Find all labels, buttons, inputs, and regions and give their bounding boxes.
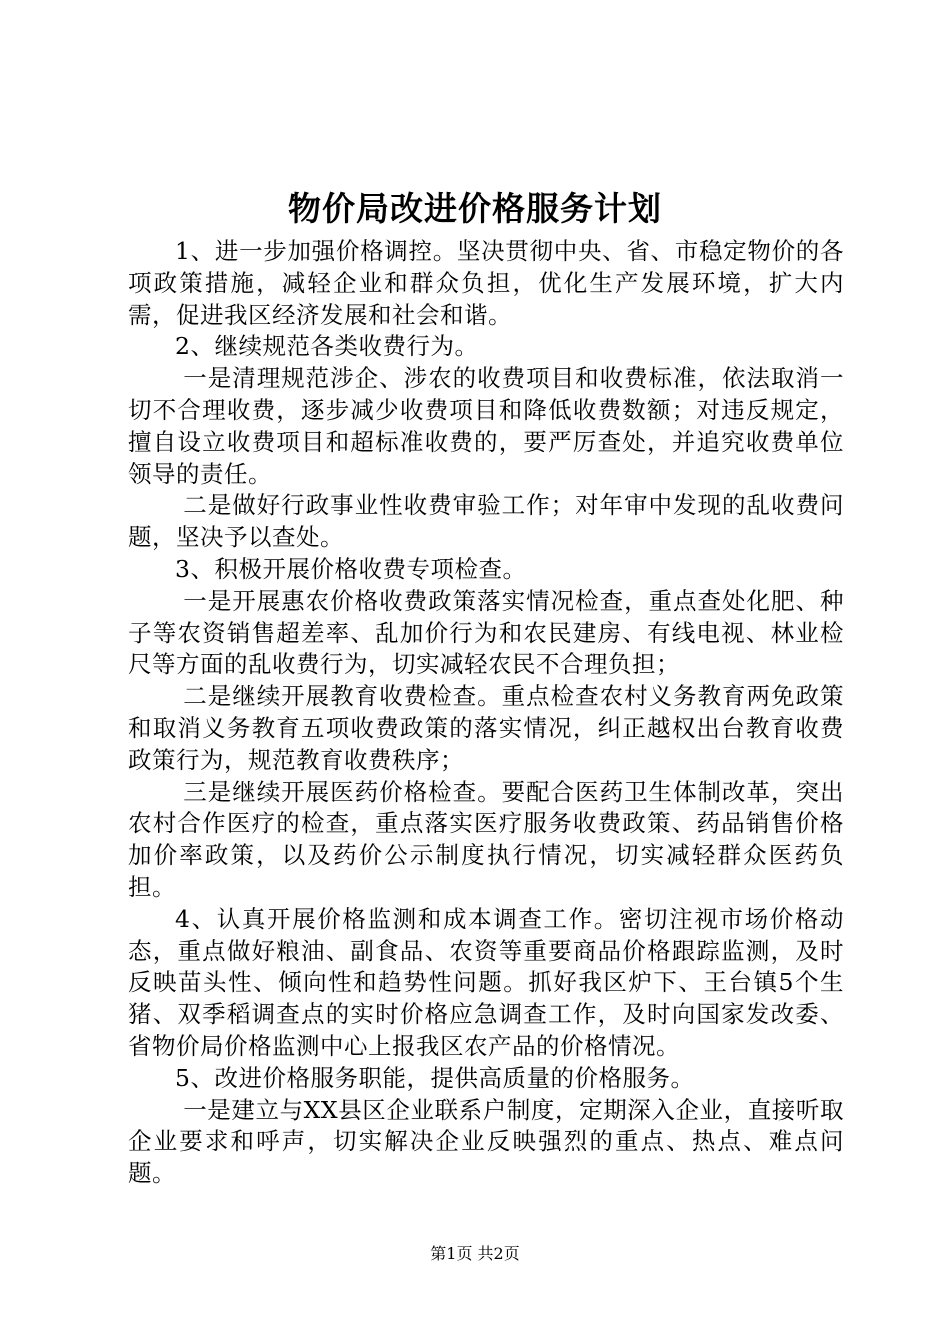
paragraph-6: 一是开展惠农价格收费政策落实情况检查，重点查处化肥、种子等农资销售超差率、乱加价行为和农民建房、有线电视、林业检尺等方面的乱收费行为，切实减轻农民不合理负担； [128, 586, 844, 679]
document-title: 物价局改进价格服务计划 [288, 189, 662, 228]
paragraph-10: 5、改进价格服务职能，提供高质量的价格服务。 [175, 1063, 695, 1092]
document-body [128, 236, 844, 1190]
paragraph-4: 二是做好行政事业性收费审验工作；对年审中发现的乱收费问题，坚决予以查处。 [128, 491, 844, 552]
paragraph-11: 一是建立与XX县区企业联系户制度，定期深入企业，直接听取企业要求和呼声，切实解决企业反映强烈的重点、热点、难点问题。 [128, 1095, 844, 1188]
paragraph-8: 三是继续开展医药价格检查。要配合医药卫生体制改革，突出农村合作医疗的检查，重点落实医疗服务收费政策、药品销售价格加价率政策，以及药价公示制度执行情况，切实减轻群众医药负担。 [128, 777, 844, 901]
page-number-footer: 第1页 共2页 [430, 1244, 520, 1263]
paragraph-1: 1、进一步加强价格调控。坚决贯彻中央、省、市稳定物价的各项政策措施，减轻企业和群众负担，优化生产发展环境，扩大内需，促进我区经济发展和社会和谐。 [128, 237, 844, 329]
paragraph-5: 3、积极开展价格收费专项检查。 [175, 554, 527, 583]
paragraph-9: 4、认真开展价格监测和成本调查工作。密切注视市场价格动态，重点做好粮油、副食品、农资等重要商品价格跟踪监测，及时反映苗头性、倾向性和趋势性问题。抓好我区炉下、王台镇5个生猪、双季稻调查点的实时价格应急调查工作，及时向国家发改委、省物价局价格监测中心上报我区农产品的价格情况。 [128, 904, 844, 1060]
paragraph-2: 2、继续规范各类收费行为。 [175, 332, 479, 361]
paragraph-7: 二是继续开展教育收费检查。重点检查农村义务教育两免政策和取消义务教育五项收费政策的落实情况，纠正越权出台教育收费政策行为，规范教育收费秩序； [128, 682, 844, 774]
paragraph-3: 一是清理规范涉企、涉农的收费项目和收费标准，依法取消一切不合理收费，逐步减少收费项目和降低收费数额；对违反规定，擅自设立收费项目和超标准收费的，要严厉查处，并追究收费单位领导的责任。 [128, 364, 844, 488]
